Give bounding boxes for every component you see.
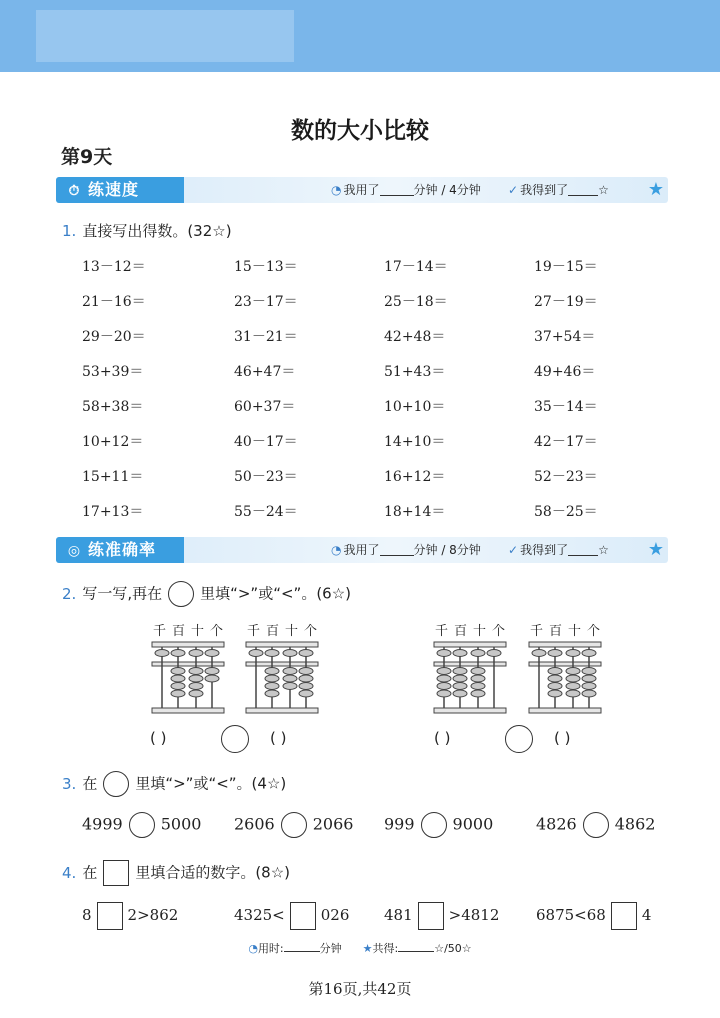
clock-icon: ◔ <box>331 543 342 557</box>
place-label: 十 <box>284 624 298 639</box>
abacus-bead <box>283 683 297 690</box>
compare-circle[interactable] <box>129 812 155 838</box>
arithmetic-item: 51+43＝ <box>384 364 446 380</box>
compare-item <box>82 812 201 838</box>
arithmetic-item: 49+46＝ <box>534 364 596 380</box>
abacus-bead <box>189 690 203 697</box>
abacus-bead <box>189 668 203 675</box>
compare-item <box>536 812 655 838</box>
abacus-bead <box>171 690 185 697</box>
abacus-bead <box>283 668 297 675</box>
place-label: 个 <box>586 624 600 639</box>
fill-item <box>234 902 349 930</box>
abacus-bead <box>453 690 467 697</box>
abacus-bead <box>189 683 203 690</box>
fill-box[interactable] <box>290 902 316 930</box>
target-icon: ◎ <box>67 543 81 559</box>
abacus-frame <box>527 640 603 716</box>
abacus-bead <box>453 683 467 690</box>
arithmetic-item: 42+48＝ <box>384 329 446 345</box>
place-label: 千 <box>152 624 166 639</box>
day-label: 第9天 <box>61 146 113 168</box>
fill-right: >4812 <box>448 906 500 924</box>
fill-item <box>536 902 651 930</box>
abacus-header <box>244 620 320 639</box>
compare-item <box>384 812 493 838</box>
arithmetic-item: 58+38＝ <box>82 399 144 415</box>
abacus-bead <box>265 683 279 690</box>
fill-right: 026 <box>320 906 350 924</box>
abacus-bead <box>189 650 203 657</box>
abacus-bead <box>171 650 185 657</box>
compare-circle[interactable] <box>505 725 533 753</box>
arithmetic-item: 40－17＝ <box>234 434 298 450</box>
compare-left: 4826 <box>536 814 577 834</box>
fill-right: 2>862 <box>127 906 179 924</box>
arithmetic-item: 13－12＝ <box>82 259 146 275</box>
place-label: 百 <box>453 624 467 639</box>
abacus-bead <box>265 675 279 682</box>
arithmetic-item: 52－23＝ <box>534 469 598 485</box>
place-label: 十 <box>567 624 581 639</box>
abacus-bead <box>582 650 596 657</box>
place-label: 千 <box>246 624 260 639</box>
compare-right: 4862 <box>614 814 656 834</box>
arithmetic-item: 42－17＝ <box>534 434 598 450</box>
star-icon: ★ <box>647 539 664 560</box>
arithmetic-item: 25－18＝ <box>384 294 448 310</box>
place-label: 十 <box>190 624 204 639</box>
compare-circle[interactable] <box>281 812 307 838</box>
place-label: 百 <box>265 624 279 639</box>
arithmetic-item: 46+47＝ <box>234 364 296 380</box>
compare-circle[interactable] <box>221 725 249 753</box>
abacus-bead <box>471 650 485 657</box>
arithmetic-item: 16+12＝ <box>384 469 446 485</box>
place-label: 十 <box>472 624 486 639</box>
abacus-bead <box>283 675 297 682</box>
abacus-bead <box>548 690 562 697</box>
abacus-bead <box>548 683 562 690</box>
clock-icon: ◔ <box>331 183 342 197</box>
abacus-bead <box>437 690 451 697</box>
arithmetic-item: 21－16＝ <box>82 294 146 310</box>
abacus-bead <box>299 668 313 675</box>
page-title: 数的大小比较 <box>291 118 429 144</box>
abacus-bead <box>205 650 219 657</box>
abacus-bead <box>171 683 185 690</box>
abacus-bead <box>566 650 580 657</box>
arithmetic-item: 31－21＝ <box>234 329 298 345</box>
arithmetic-item: 10+10＝ <box>384 399 446 415</box>
abacus-bead <box>582 690 596 697</box>
arithmetic-item: 17－14＝ <box>384 259 448 275</box>
place-label: 千 <box>529 624 543 639</box>
abacus-bead <box>582 668 596 675</box>
abacus-bead <box>171 675 185 682</box>
abacus-bead <box>155 650 169 657</box>
star-icon: ★ <box>362 942 373 955</box>
question-2: 2. 写一写,再在 里填“>”或“<”。(6☆) <box>62 581 351 607</box>
compare-circle <box>103 771 129 797</box>
abacus-bead <box>471 668 485 675</box>
compare-right: 9000 <box>452 814 494 834</box>
compare-right: 5000 <box>160 814 202 834</box>
abacus-bead <box>265 650 279 657</box>
question-4: 4. 在 里填合适的数字。(8☆) <box>62 860 290 886</box>
abacus-bead <box>437 675 451 682</box>
header-banner-block <box>36 10 294 62</box>
abacus-bead <box>582 675 596 682</box>
fill-item <box>82 902 178 930</box>
abacus-bead <box>299 690 313 697</box>
compare-item <box>234 812 353 838</box>
place-label: 个 <box>209 624 223 639</box>
abacus-bead <box>283 650 297 657</box>
place-label: 个 <box>303 624 317 639</box>
arithmetic-item: 18+14＝ <box>384 504 446 520</box>
arithmetic-item: 10+12＝ <box>82 434 144 450</box>
answer-paren: ( ) <box>554 729 571 747</box>
abacus-bead <box>566 690 580 697</box>
abacus-bead <box>532 650 546 657</box>
header-banner <box>0 0 720 72</box>
fill-box <box>103 860 129 886</box>
abacus-bead <box>299 683 313 690</box>
abacus-bead <box>566 683 580 690</box>
fill-left: 4325< <box>234 906 285 924</box>
abacus-bead <box>566 668 580 675</box>
abacus-header <box>432 620 508 639</box>
abacus-bead <box>471 690 485 697</box>
arithmetic-item: 37+54＝ <box>534 329 596 345</box>
abacus-bead <box>437 683 451 690</box>
section-bar-accuracy <box>56 537 668 563</box>
arithmetic-item: 14+10＝ <box>384 434 446 450</box>
arithmetic-item: 55－24＝ <box>234 504 298 520</box>
abacus-header <box>150 620 226 639</box>
abacus-bead <box>471 675 485 682</box>
answer-paren: ( ) <box>150 729 167 747</box>
section-label: ◎ 练准确率 <box>56 537 184 563</box>
abacus-bead <box>487 650 501 657</box>
question-1: 1. 直接写出得数。(32☆) <box>62 222 232 240</box>
fill-right: 4 <box>641 906 652 924</box>
answer-paren: ( ) <box>270 729 287 747</box>
fill-left: 6875<68 <box>536 906 606 924</box>
abacus-bead <box>453 668 467 675</box>
arithmetic-item: 50－23＝ <box>234 469 298 485</box>
abacus-bead <box>437 668 451 675</box>
compare-circle <box>168 581 194 607</box>
abacus-bead <box>299 650 313 657</box>
abacus-bead <box>265 668 279 675</box>
abacus-bead <box>548 650 562 657</box>
arithmetic-item: 35－14＝ <box>534 399 598 415</box>
fill-box[interactable] <box>611 902 637 930</box>
section-bar-speed <box>56 177 668 203</box>
abacus-bead <box>471 683 485 690</box>
footer-summary: ◔用时: 分钟 ★共得: ☆/50☆ <box>248 942 472 955</box>
compare-circle[interactable] <box>583 812 609 838</box>
place-label: 百 <box>548 624 562 639</box>
abacus-frame <box>432 640 508 716</box>
abacus-bead <box>299 675 313 682</box>
arithmetic-item: 29－20＝ <box>82 329 146 345</box>
compare-left: 4999 <box>82 814 123 834</box>
fill-box[interactable] <box>418 902 444 930</box>
arithmetic-item: 19－15＝ <box>534 259 598 275</box>
arithmetic-item: 15+11＝ <box>82 469 144 485</box>
arithmetic-item: 15－13＝ <box>234 259 298 275</box>
abacus-header <box>527 620 603 639</box>
check-icon: ✓ <box>508 543 519 557</box>
clock-icon: ◔ <box>248 942 258 955</box>
answer-paren: ( ) <box>434 729 451 747</box>
check-icon: ✓ <box>508 183 519 197</box>
page-number: 第16页,共42页 <box>308 980 412 998</box>
abacus-bead <box>265 690 279 697</box>
abacus-bead <box>582 683 596 690</box>
abacus-bead <box>453 650 467 657</box>
star-icon: ★ <box>647 179 664 200</box>
stars-earned: ✓ 我得到了 ☆ <box>508 183 609 197</box>
place-label: 千 <box>434 624 448 639</box>
section-label: ⏱ 练速度 <box>56 177 184 203</box>
arithmetic-item: 60+37＝ <box>234 399 296 415</box>
question-3: 3. 在 里填“>”或“<”。(4☆) <box>62 771 286 797</box>
fill-box[interactable] <box>97 902 123 930</box>
abacus-bead <box>249 650 263 657</box>
fill-item <box>384 902 499 930</box>
abacus-bead <box>548 675 562 682</box>
stopwatch-icon: ⏱ <box>68 183 80 199</box>
abacus-bead <box>548 668 562 675</box>
abacus-bead <box>189 675 203 682</box>
abacus-bead <box>566 675 580 682</box>
time-used: ◔ 我用了 分钟 / 8分钟 <box>331 543 481 557</box>
arithmetic-item: 58－25＝ <box>534 504 598 520</box>
compare-left: 999 <box>384 814 415 834</box>
compare-right: 2066 <box>312 814 354 834</box>
arithmetic-item: 53+39＝ <box>82 364 144 380</box>
abacus-bead <box>453 675 467 682</box>
abacus-frame <box>150 640 226 716</box>
abacus-bead <box>171 668 185 675</box>
abacus-bead <box>205 675 219 682</box>
arithmetic-item: 17+13＝ <box>82 504 144 520</box>
arithmetic-item: 23－17＝ <box>234 294 298 310</box>
fill-left: 481 <box>384 906 413 924</box>
time-used: ◔ 我用了 分钟 / 4分钟 <box>331 183 481 197</box>
fill-left: 8 <box>82 906 92 924</box>
place-label: 个 <box>491 624 505 639</box>
place-label: 百 <box>171 624 185 639</box>
stars-earned: ✓ 我得到了 ☆ <box>508 543 609 557</box>
abacus-bead <box>437 650 451 657</box>
compare-left: 2606 <box>234 814 275 834</box>
abacus-frame <box>244 640 320 716</box>
arithmetic-item: 27－19＝ <box>534 294 598 310</box>
abacus-bead <box>205 668 219 675</box>
compare-circle[interactable] <box>421 812 447 838</box>
